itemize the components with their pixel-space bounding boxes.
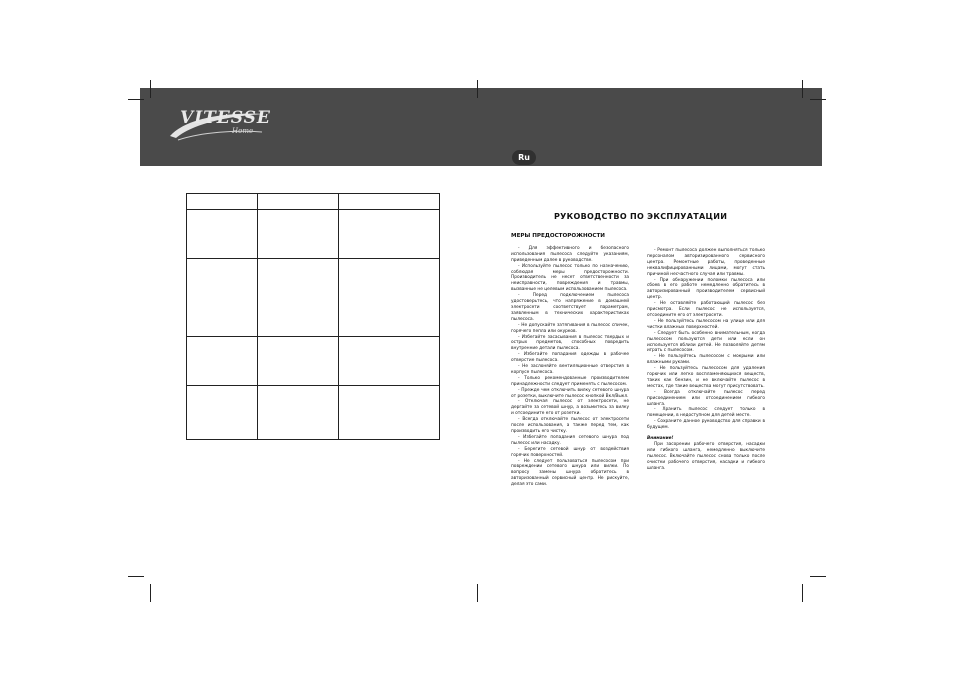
attention-heading: Внимание! xyxy=(647,436,674,442)
text-column-left xyxy=(511,234,629,488)
section-heading: МЕРЫ ПРЕДОСТОРОЖНОСТИ xyxy=(511,233,605,239)
paragraph: - Перед подключением пылесоса удостоверьтесь, что напряжение в домашней электросети соответствует параметрам, заявленным в технических характеристиках пылесоса. xyxy=(511,293,629,322)
paragraph: - Берегите сетевой шнур от воздействия горячих поверхностей. xyxy=(511,446,629,458)
table-row-divider xyxy=(187,258,439,259)
paragraph: - Хранить пылесос следует только в помещении, в недоступном для детей месте. xyxy=(647,407,765,419)
paragraph: - Избегайте попадания одежды в рабочее отверстие пылесоса. xyxy=(511,352,629,364)
paragraph: - Сохраните данное руководство для справки в будущем. xyxy=(647,419,765,431)
paragraph: - Не пользуйтесь пылесосом для удаления горючих или легко воспламеняющихся веществ, таких как бензин, и не включайте пылесос в местах, где такие вещества могут присутствовать. xyxy=(647,366,765,389)
paragraph: - Отключая пылесос от электросети, не дергайте за сетевой шнур, а возьмитесь за вилку и отсоедините его от розетки. xyxy=(511,399,629,417)
language-badge: Ru xyxy=(512,150,536,165)
attention-text: При засорении рабочего отверстия, насадки или гибкого шланга, немедленно выключите пылесос. Включайте пылесос снова только после очистки рабочего отверстия, насадки и гибкого шланга. xyxy=(647,442,765,471)
crop-mark xyxy=(810,576,826,577)
table-row-divider xyxy=(187,209,439,210)
paragraph: - Всегда отключайте пылесос перед присоединением или отсоединением гибкого шланга. xyxy=(647,389,765,407)
paragraph: - Ремонт пылесоса должен выполняться только персоналом авторизированного сервисного центра. Ремонтные работы, проведенные неквалифицированными лицами, могут стать причиной несчастного случая или травмы. xyxy=(647,248,765,277)
crop-mark xyxy=(128,576,144,577)
paragraph: - Не пользуйтесь пылесосом с мокрыми или влажными руками. xyxy=(647,354,765,366)
paragraph: - Не оставляйте работающий пылесос без присмотра. Если пылесос не используется, отсоедините его от электросети. xyxy=(647,301,765,318)
spec-table xyxy=(186,193,440,440)
paragraph: - Не следует пользоваться пылесосом при повреждении сетевого шнура или вилки. По вопросу замены шнура обратитесь в авторизованный сервисный центр. Не рискуйте, делая это сами. xyxy=(511,458,629,488)
paragraph: - Не пользуйтесь пылесосом на улице или для чистки влажных поверхностей. xyxy=(647,318,765,330)
crop-mark xyxy=(477,584,478,602)
table-row-divider xyxy=(187,385,439,386)
crop-mark xyxy=(802,584,803,602)
paragraph: - Прежде чем отключить вилку сетевого шнура от розетки, выключите пылесос кнопкой Вкл/Выкл. xyxy=(511,387,629,399)
paragraph: - Избегайте засасывания в пылесос твердых и острых предметов, способных повредить внутренние детали пылесоса. xyxy=(511,334,629,352)
paragraph: - Только рекомендованные производителем принадлежности следует применять с пылесосом. xyxy=(511,375,629,387)
crop-mark xyxy=(810,99,826,100)
paragraph: - Не заслоняйте вентиляционные отверстия в корпусе пылесоса. xyxy=(511,364,629,375)
paragraph: - Следует быть особенно внимательным, когда пылесосом пользуются дети или если он используется вблизи детей. Не позволяйте детям играть с пылесосом. xyxy=(647,330,765,354)
brand-logo xyxy=(166,106,271,146)
crop-mark xyxy=(477,80,478,98)
paragraph: - При обнаружении поломки пылесоса или сбоев в его работе немедленно обратитесь в авторизированный производителем сервисный центр. xyxy=(647,277,765,301)
crop-mark xyxy=(802,80,803,98)
paragraph: - Избегайте попадания сетевого шнура под пылесос или насадку. xyxy=(511,434,629,446)
table-row-divider xyxy=(187,336,439,337)
logo-wordmark: VITESSE xyxy=(180,108,271,128)
logo-tagline: Home xyxy=(232,127,254,135)
paragraph: - Не допускайте затягивания в пылесос спичек, горячего пепла или окурков. xyxy=(511,322,629,334)
crop-mark xyxy=(150,80,151,98)
paragraph: - Всегда отключайте пылесос от электросети после использования, а также перед тем, как производить его чистку. xyxy=(511,417,629,434)
paragraph: - Для эффективного и безопасного использования пылесоса следуйте указаниям, приведенным далее в руководстве. xyxy=(511,245,629,263)
crop-mark xyxy=(128,99,144,100)
text-column-right xyxy=(647,248,765,472)
page-title: РУКОВОДСТВО ПО ЭКСПЛУАТАЦИИ xyxy=(554,212,728,221)
paragraph: - Используйте пылесос только по назначению, соблюдая меры предосторожности. Производитель не несет ответственности за неисправности, повреждения и травмы, вызванные не целевым использованием пылесоса. xyxy=(511,263,629,293)
table-col-divider xyxy=(257,194,258,439)
table-col-divider xyxy=(338,194,339,439)
crop-mark xyxy=(150,584,151,602)
